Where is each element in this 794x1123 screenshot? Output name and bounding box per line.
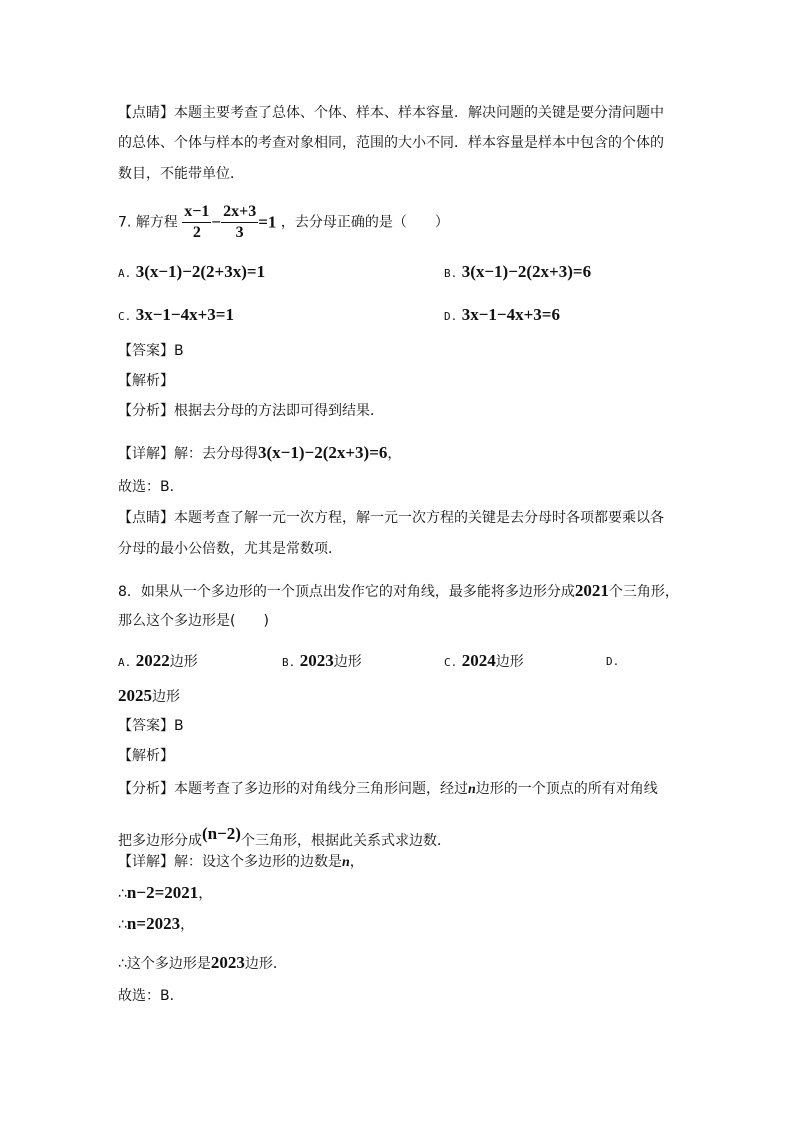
q8-option-d-label: D. — [606, 655, 620, 668]
q7-analysis-title: 【解析】 — [118, 373, 174, 389]
q7-option-a: A. 3(x−1)−2(2+3x)=1 — [118, 262, 266, 281]
q8-option-c: C. 2024边形 — [444, 651, 524, 670]
fraction: $\frac{x-1}{2}$ — [184, 203, 210, 241]
q6-comment-line: 的总体、个体与样本的考查对象相同，范围的大小不同．样本容量是样本中包含的个体的 — [118, 135, 664, 151]
q7-stem: 7. 解方程 $\frac{x-1}{2}$ − $\frac{2x+3}{3}$ =1 ，去分母正确的是（ ） — [118, 203, 449, 241]
q7-detail: 【详解】解：去分母得3(x−1)−2(2x+3)=6， — [118, 443, 402, 462]
q8-step2: ∴n=2023， — [118, 914, 195, 933]
q6-comment-line: 【点睛】本题主要考查了总体、个体、样本、样本容量．解决问题的关键是要分清问题中 — [118, 105, 664, 121]
q7-answer: 【答案】B — [118, 343, 184, 359]
q8-choose: 故选：B． — [118, 988, 184, 1004]
q7-comment-line: 分母的最小公倍数，尤其是常数项． — [118, 541, 342, 557]
q7-choose: 故选：B． — [118, 479, 184, 495]
q8-option-a: A. 2022边形 — [118, 651, 198, 670]
q8-stem-line1: 8．如果从一个多边形的一个顶点出发作它的对角线，最多能将多边形分成2021个三角形， — [118, 581, 679, 600]
q8-stem-line2: 那么这个多边形是( ) — [118, 613, 269, 629]
q8-analysis-title: 【解析】 — [118, 748, 174, 764]
q7-option-b: B. 3(x−1)−2(2x+3)=6 — [444, 262, 592, 281]
q6-comment-line: 数目，不能带单位． — [118, 166, 244, 182]
fraction: $\frac{2x+3}{3}$ — [223, 203, 257, 241]
q8-analysis-line1: 【分析】本题考查了多边形的对角线分三角形问题，经过n边形的一个顶点的所有对角线 — [118, 781, 658, 797]
q8-analysis-line2: 把多边形分成(n−2)个三角形，根据此关系式求边数． — [118, 824, 451, 849]
q8-detail: 【详解】解：设这个多边形的边数是n， — [118, 854, 364, 870]
q7-analysis: 【分析】根据去分母的方法即可得到结果． — [118, 403, 384, 419]
q8-option-d: 2025边形 — [118, 686, 180, 705]
q7-option-d: D. 3x−1−4x+3=6 — [444, 305, 560, 324]
q7-comment-line: 【点睛】本题考查了解一元一次方程，解一元一次方程的关键是去分母时各项都要乘以各 — [118, 510, 664, 526]
q7-option-c: C. 3x−1−4x+3=1 — [118, 305, 234, 324]
q8-step1: ∴n−2=2021， — [118, 883, 213, 902]
q8-step3: ∴这个多边形是2023边形． — [118, 953, 287, 972]
q8-option-b: B. 2023边形 — [282, 651, 362, 670]
q8-answer: 【答案】B — [118, 718, 184, 734]
